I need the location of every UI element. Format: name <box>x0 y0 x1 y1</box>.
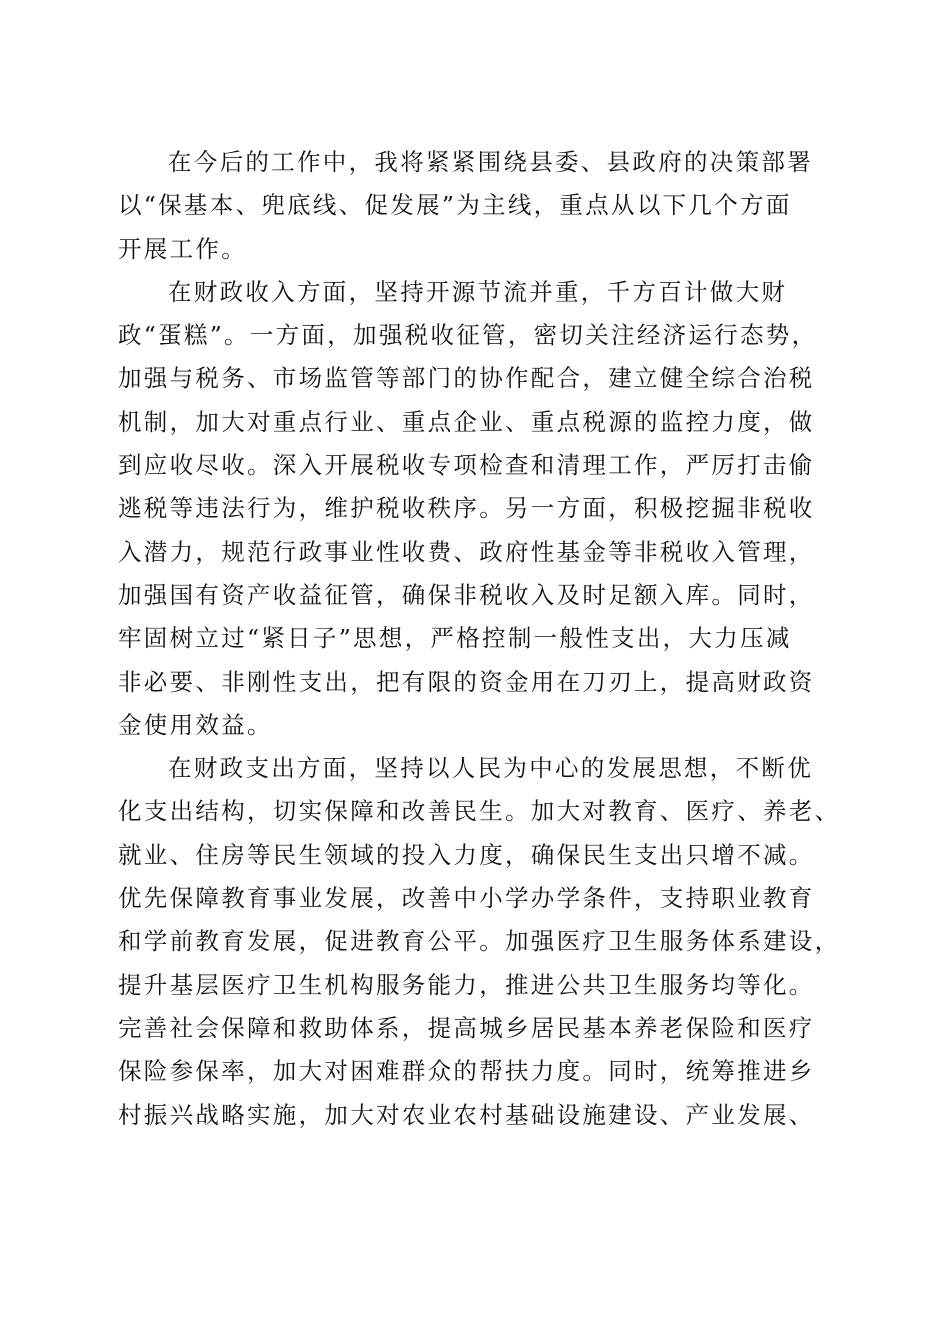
paragraph-intro <box>118 141 838 271</box>
paragraph-expenditure <box>118 747 841 1137</box>
paragraph-line: 加强与税务、市场监管等部门的协作配合，建立健全综合治税 <box>118 364 815 393</box>
paragraph-line: 以“保基本、兜底线、促发展”为主线，重点从以下几个方面 <box>118 191 792 220</box>
paragraph-line: 村振兴战略实施，加大对农业农村基础设施建设、产业发展、 <box>118 1100 815 1129</box>
paragraph-line: 在财政支出方面，坚持以人民为中心的发展思想，不断优 <box>168 754 813 783</box>
paragraph-line: 保险参保率，加大对困难群众的帮扶力度。同时，统筹推进乡 <box>118 1057 815 1086</box>
paragraph-line: 政“蛋糕”。一方面，加强税收征管，密切关注经济运行态势， <box>118 321 818 350</box>
paragraph-line: 就业、住房等民生领域的投入力度，确保民生支出只增不减。 <box>118 840 815 869</box>
paragraph-line: 化支出结构，切实保障和改善民生。加大对教育、医疗、养老、 <box>118 797 841 826</box>
paragraph-line: 加强国有资产收益征管，确保非税收入及时足额入库。同时， <box>118 580 815 609</box>
paragraph-line: 到应收尽收。深入开展税收专项检查和清理工作，严厉打击偷 <box>118 451 815 480</box>
paragraph-line: 优先保障教育事业发展，改善中小学办学条件，支持职业教育 <box>118 884 815 913</box>
paragraph-line: 开展工作。 <box>118 234 247 263</box>
paragraph-line: 提升基层医疗卫生机构服务能力，推进公共卫生服务均等化。 <box>118 970 815 999</box>
paragraph-line: 完善社会保障和救助体系，提高城乡居民基本养老保险和医疗 <box>118 1013 815 1042</box>
paragraph-revenue <box>118 271 838 747</box>
document-body <box>118 141 841 1137</box>
paragraph-line: 逃税等违法行为，维护税收秩序。另一方面，积极挖掘非税收 <box>118 494 815 523</box>
paragraph-line: 牢固树立过“紧日子”思想，严格控制一般性支出，大力压减 <box>118 624 792 653</box>
paragraph-line: 非必要、非刚性支出，把有限的资金用在刀刃上，提高财政资 <box>118 667 815 696</box>
paragraph-line: 机制，加大对重点行业、重点企业、重点税源的监控力度，做 <box>118 407 815 436</box>
paragraph-line: 入潜力，规范行政事业性收费、政府性基金等非税收入管理， <box>118 537 815 566</box>
paragraph-line: 和学前教育发展，促进教育公平。加强医疗卫生服务体系建设， <box>118 927 841 956</box>
paragraph-line: 在财政收入方面，坚持开源节流并重，千方百计做大财 <box>168 277 788 306</box>
paragraph-line: 金使用效益。 <box>118 710 273 739</box>
paragraph-line: 在今后的工作中，我将紧紧围绕县委、县政府的决策部署 <box>168 148 813 176</box>
